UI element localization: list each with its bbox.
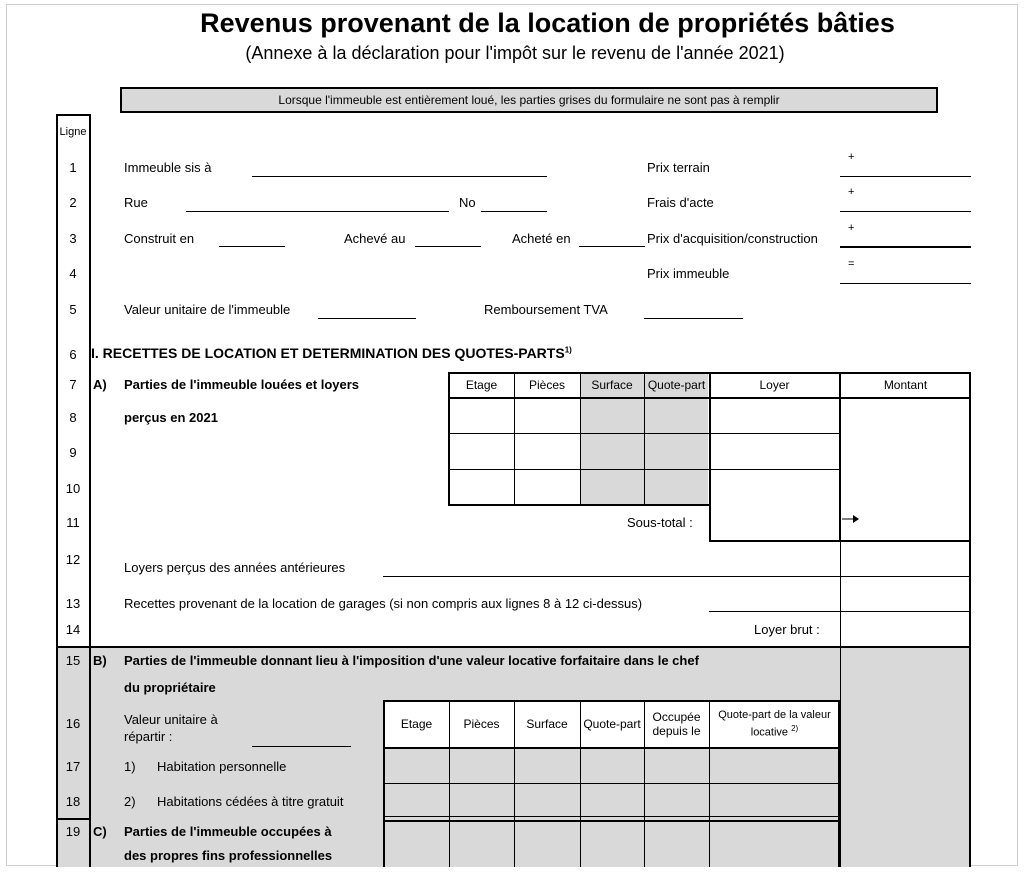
- montant-col-left: [840, 540, 841, 867]
- section-c-letter: C): [93, 824, 107, 839]
- construit-en-field[interactable]: [219, 246, 285, 247]
- sous-total-label: Sous-total :: [627, 515, 693, 530]
- plus-sign: +: [848, 222, 855, 234]
- plus-sign: +: [848, 151, 855, 163]
- no-label: No: [459, 195, 476, 210]
- table-b-header-bottom: [383, 747, 840, 749]
- valeur-unitaire-label: Valeur unitaire de l'immeuble: [124, 302, 291, 317]
- ligne-col-top: [56, 114, 91, 116]
- section-a-letter: A): [93, 377, 107, 392]
- section-b-label-2: du propriétaire: [124, 680, 216, 695]
- section-a-label: Parties de l'immeuble louées et loyers: [124, 377, 360, 392]
- col-header-quote-part: Quote-part: [647, 378, 706, 392]
- montant-row-line: [840, 611, 971, 612]
- item-2-number: 2): [124, 794, 136, 809]
- col-header-pieces: Pièces: [528, 378, 566, 392]
- rue-label: Rue: [124, 195, 148, 210]
- line-number: 19: [65, 824, 81, 839]
- table-b-row-line: [383, 783, 840, 784]
- montant-col-right: [969, 372, 971, 867]
- ligne-label: Ligne: [59, 126, 87, 138]
- habitations-gratuit-label: Habitations cédées à titre gratuit: [157, 794, 344, 809]
- section-b-top-line: [56, 646, 840, 648]
- col-header-montant: Montant: [883, 378, 928, 392]
- col-header-etage: Etage: [465, 378, 498, 392]
- recettes-garages-label: Recettes provenant de la location de garages (si non compris aux lignes 8 à 12 ci-dessus): [124, 596, 643, 611]
- line-number: 17: [65, 759, 81, 774]
- table-a-col-line: [514, 372, 515, 505]
- line-number: 10: [65, 481, 81, 496]
- remboursement-tva-field[interactable]: [644, 318, 743, 319]
- immeuble-sis-field[interactable]: [252, 176, 547, 177]
- line-number: 14: [65, 622, 81, 637]
- plus-sign: +: [848, 186, 855, 198]
- montant-row-line: [840, 646, 971, 648]
- line-number: 15: [65, 653, 81, 668]
- habitation-personnelle-label: Habitation personnelle: [157, 759, 287, 774]
- col-header-loyer: Loyer: [759, 378, 790, 392]
- table-a-montant-left: [839, 372, 841, 541]
- b-col-header-quote-part: Quote-part: [583, 717, 641, 731]
- valeur-repartir-label-2: répartir :: [124, 729, 173, 744]
- line-number: 2: [69, 195, 77, 210]
- prix-immeuble-label: Prix immeuble: [647, 266, 730, 281]
- prix-terrain-label: Prix terrain: [647, 160, 710, 175]
- table-b-col-line: [514, 700, 515, 867]
- line-number: 13: [65, 596, 81, 611]
- line-number: 5: [69, 302, 77, 317]
- table-a-col-line: [580, 372, 581, 505]
- table-a-left: [448, 372, 450, 506]
- prix-terrain-field[interactable]: [840, 176, 971, 177]
- section-c-label: Parties de l'immeuble occupées à: [124, 824, 332, 839]
- prix-acquisition-label: Prix d'acquisition/construction: [647, 231, 818, 246]
- table-b-top: [383, 700, 840, 702]
- table-b-col-line: [580, 700, 581, 867]
- table-b-left: [383, 700, 385, 867]
- section-1-title: I. RECETTES DE LOCATION ET DETERMINATION DES QUOTES-PARTS$^{1)}$: [91, 345, 572, 361]
- rue-field[interactable]: [186, 211, 449, 212]
- b-col-header-qp-valeur: Quote-part de la valeur locative $^{2)}$: [718, 709, 831, 739]
- b-col-header-surface: Surface: [526, 717, 568, 731]
- remboursement-tva-label: Remboursement TVA: [484, 302, 608, 317]
- table-b-right: [838, 700, 840, 867]
- prix-acquisition-field[interactable]: [840, 246, 971, 248]
- recettes-garages-line: [709, 611, 840, 612]
- loyers-anterieurs-label: Loyers perçus des années antérieures: [124, 560, 346, 575]
- line-number: 7: [69, 377, 77, 392]
- b-col-header-occupee: Occupée depuis le: [652, 710, 701, 738]
- table-b-col-line: [644, 700, 645, 867]
- achete-en-label: Acheté en: [512, 231, 571, 246]
- line-number: 1: [69, 160, 77, 175]
- line-number: 3: [69, 231, 77, 246]
- section-b-label: Parties de l'immeuble donnant lieu à l'imposition d'une valeur locative forfaitaire dans le chef: [124, 653, 699, 668]
- table-b-col-line: [709, 700, 710, 867]
- immeuble-sis-label: Immeuble sis à: [124, 160, 212, 175]
- valeur-repartir-label: Valeur unitaire à: [124, 712, 218, 727]
- no-field[interactable]: [481, 211, 547, 212]
- valeur-unitaire-field[interactable]: [318, 318, 416, 319]
- notice-box: Lorsque l'immeuble est entièrement loué, les parties grises du formulaire ne sont pas à remplir: [120, 87, 938, 113]
- loyers-anterieurs-line: [383, 576, 840, 577]
- construit-en-label: Construit en: [124, 231, 195, 246]
- form-subtitle: (Annexe à la déclaration pour l'impôt sur le revenu de l'année 2021): [245, 43, 785, 63]
- table-b-row-line: [383, 820, 840, 822]
- line-number: 6: [69, 347, 77, 362]
- b-col-header-etage: Etage: [400, 717, 433, 731]
- table-a-loyer-left: [709, 372, 711, 541]
- arrow-right-icon: [842, 514, 860, 524]
- form-title: Revenus provenant de la location de propriétés bâties: [200, 8, 895, 38]
- valeur-repartir-field[interactable]: [252, 746, 351, 747]
- section-a-label-2: perçus en 2021: [124, 410, 218, 425]
- table-b-row-line: [383, 816, 840, 817]
- prix-immeuble-field[interactable]: [840, 283, 971, 284]
- line-number: 4: [69, 266, 77, 281]
- achete-en-field[interactable]: [579, 246, 645, 247]
- item-1-number: 1): [124, 759, 136, 774]
- section-c-label-2: des propres fins professionnelles: [124, 848, 333, 863]
- table-b-col-line: [449, 700, 450, 867]
- line-number: 9: [69, 445, 77, 460]
- table-a-col-line: [644, 372, 645, 505]
- frais-acte-field[interactable]: [840, 211, 971, 212]
- table-a-bottom: [448, 504, 710, 506]
- section-c-top-line: [56, 818, 90, 820]
- line-number: 12: [65, 552, 81, 567]
- line-number: 8: [69, 410, 77, 425]
- equals-sign: =: [848, 258, 855, 270]
- acheve-au-field[interactable]: [415, 246, 481, 247]
- line-number: 18: [65, 794, 81, 809]
- loyer-brut-label: Loyer brut :: [754, 622, 820, 637]
- line-number: 11: [66, 515, 80, 530]
- montant-row-line: [840, 576, 971, 577]
- acheve-au-label: Achevé au: [344, 231, 406, 246]
- line-number: 16: [65, 716, 81, 731]
- frais-acte-label: Frais d'acte: [647, 195, 714, 210]
- section-b-letter: B): [93, 653, 107, 668]
- b-col-header-pieces: Pièces: [463, 717, 500, 731]
- col-header-surface: Surface: [591, 378, 633, 392]
